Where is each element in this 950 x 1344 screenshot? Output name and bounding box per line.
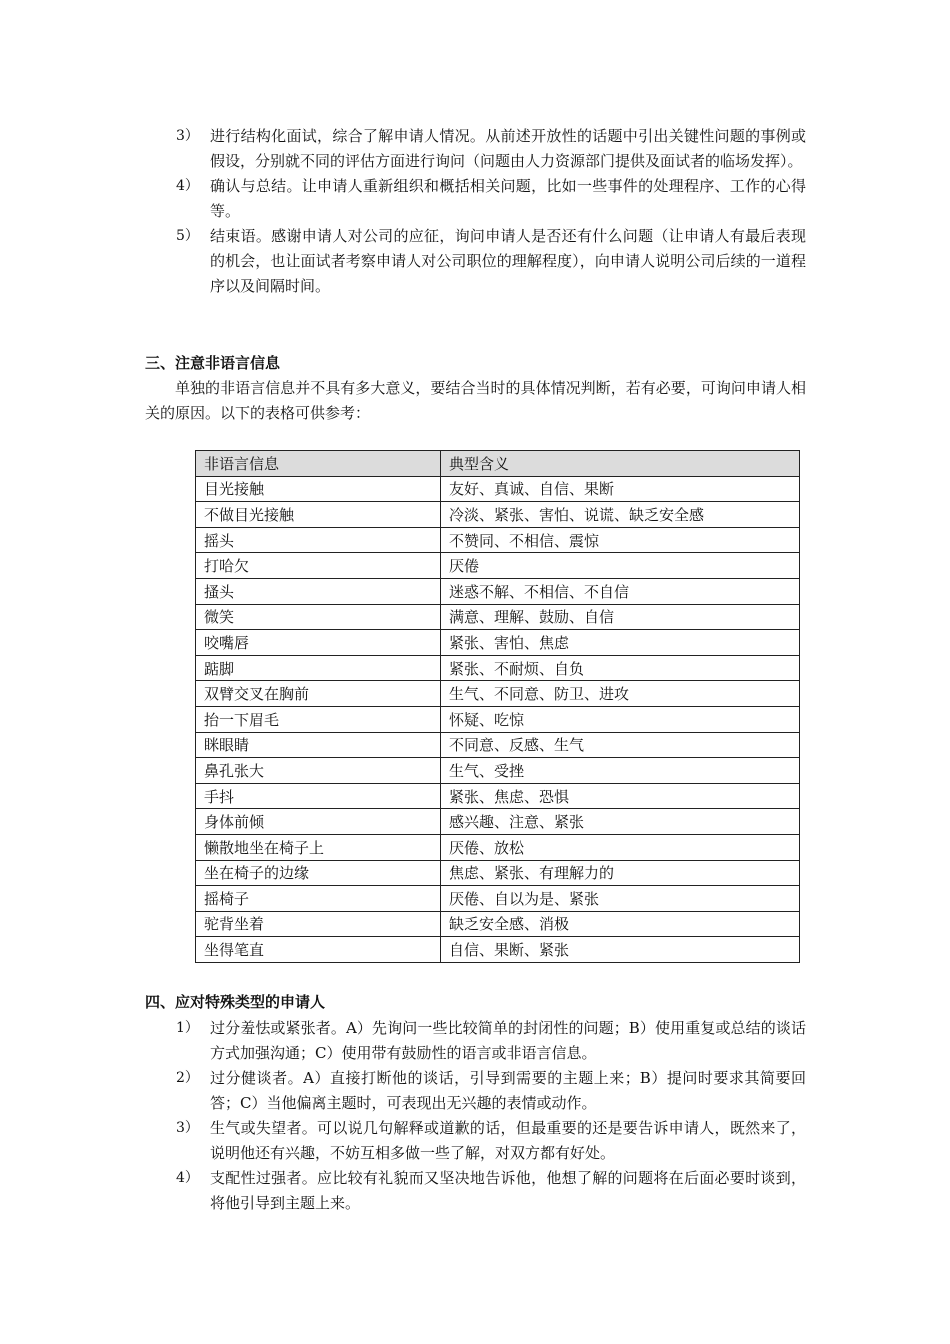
table-row xyxy=(196,809,800,835)
meaning-cell: 不赞同、不相信、震惊 xyxy=(441,527,800,553)
table-row xyxy=(196,553,800,579)
section-intro-paragraph: 单独的非语言信息并不具有多大意义，要结合当时的具体情况判断，若有必要，可询问申请人相关的原因。以下的表格可供参考： xyxy=(145,379,806,422)
signal-cell: 微笑 xyxy=(196,604,441,630)
signal-cell: 咬嘴唇 xyxy=(196,630,441,656)
table-row xyxy=(196,937,800,963)
meaning-cell: 怀疑、吃惊 xyxy=(441,706,800,732)
table-row xyxy=(196,911,800,937)
column-header-signal: 非语言信息 xyxy=(196,451,441,477)
list-text: 确认与总结。让申请人重新组织和概括相关问题，比如一些事件的处理程序、工作的心得等。 xyxy=(210,177,806,220)
table-row xyxy=(196,860,800,886)
meaning-cell: 生气、受挫 xyxy=(441,758,800,784)
list-text: 支配性过强者。应比较有礼貌而又坚决地告诉他，他想了解的问题将在后面必要时谈到，将他引导到主题上来。 xyxy=(210,1169,806,1212)
table-row xyxy=(196,476,800,502)
list-text: 过分健谈者。A）直接打断他的谈话，引导到需要的主题上来；B）提问时要求其简要回答；C）当他偏离主题时，可表现出无兴趣的表情或动作。 xyxy=(210,1069,806,1112)
meaning-cell: 紧张、害怕、焦虑 xyxy=(441,630,800,656)
signal-cell: 坐得笔直 xyxy=(196,937,441,963)
table-row xyxy=(196,655,800,681)
list-item xyxy=(0,174,950,224)
meaning-cell: 冷淡、紧张、害怕、说谎、缺乏安全感 xyxy=(441,502,800,528)
meaning-cell: 满意、理解、鼓励、自信 xyxy=(441,604,800,630)
table-row xyxy=(196,732,800,758)
list-number: 3） xyxy=(176,128,199,144)
table-header-row xyxy=(196,451,800,477)
table-row xyxy=(196,834,800,860)
meaning-cell: 紧张、焦虑、恐惧 xyxy=(441,783,800,809)
signal-cell: 目光接触 xyxy=(196,476,441,502)
special-applicants-list xyxy=(0,1016,950,1216)
meaning-cell: 缺乏安全感、消极 xyxy=(441,911,800,937)
section-heading-special-applicants: 四、应对特殊类型的申请人 xyxy=(145,993,326,1011)
signal-cell: 摇椅子 xyxy=(196,886,441,912)
meaning-cell: 焦虑、紧张、有理解力的 xyxy=(441,860,800,886)
list-number: 4） xyxy=(176,178,199,194)
table-row xyxy=(196,630,800,656)
meaning-cell: 自信、果断、紧张 xyxy=(441,937,800,963)
signal-cell: 眯眼睛 xyxy=(196,732,441,758)
nonverbal-info-table xyxy=(195,450,800,963)
list-item xyxy=(0,1016,950,1066)
meaning-cell: 生气、不同意、防卫、进攻 xyxy=(441,681,800,707)
list-number: 2） xyxy=(176,1070,199,1086)
table-row xyxy=(196,527,800,553)
list-number: 4） xyxy=(176,1170,199,1186)
column-header-meaning: 典型含义 xyxy=(441,451,800,477)
meaning-cell: 不同意、反感、生气 xyxy=(441,732,800,758)
list-item xyxy=(0,124,950,174)
table-row xyxy=(196,578,800,604)
section-heading-nonverbal: 三、注意非语言信息 xyxy=(145,354,281,372)
list-number: 5） xyxy=(176,228,199,244)
list-text: 生气或失望者。可以说几句解释或道歉的话，但最重要的还是要告诉申请人，既然来了，说明他还有兴趣，不妨互相多做一些了解，对双方都有好处。 xyxy=(210,1119,806,1162)
meaning-cell: 友好、真诚、自信、果断 xyxy=(441,476,800,502)
meaning-cell: 厌倦、放松 xyxy=(441,834,800,860)
table-row xyxy=(196,604,800,630)
signal-cell: 坐在椅子的边缘 xyxy=(196,860,441,886)
signal-cell: 手抖 xyxy=(196,783,441,809)
meaning-cell: 厌倦、自以为是、紧张 xyxy=(441,886,800,912)
list-item xyxy=(0,224,950,299)
list-text: 结束语。感谢申请人对公司的应征，询问申请人是否还有什么问题（让申请人有最后表现的机会，也让面试者考察申请人对公司职位的理解程度），向申请人说明公司后续的一道程序以及间隔时间。 xyxy=(210,227,806,295)
signal-cell: 懒散地坐在椅子上 xyxy=(196,834,441,860)
interview-steps-list xyxy=(0,124,950,299)
signal-cell: 摇头 xyxy=(196,527,441,553)
list-item xyxy=(0,1066,950,1116)
list-item xyxy=(0,1116,950,1166)
list-number: 3） xyxy=(176,1120,199,1136)
meaning-cell: 紧张、不耐烦、自负 xyxy=(441,655,800,681)
signal-cell: 鼻孔张大 xyxy=(196,758,441,784)
signal-cell: 打哈欠 xyxy=(196,553,441,579)
table-row xyxy=(196,706,800,732)
signal-cell: 踮脚 xyxy=(196,655,441,681)
signal-cell: 抬一下眉毛 xyxy=(196,706,441,732)
list-text: 进行结构化面试，综合了解申请人情况。从前述开放性的话题中引出关键性问题的事例或假设，分别就不同的评估方面进行询问（问题由人力资源部门提供及面试者的临场发挥）。 xyxy=(210,127,806,170)
table-row xyxy=(196,886,800,912)
signal-cell: 双臂交叉在胸前 xyxy=(196,681,441,707)
meaning-cell: 感兴趣、注意、紧张 xyxy=(441,809,800,835)
signal-cell: 不做目光接触 xyxy=(196,502,441,528)
table-row xyxy=(196,502,800,528)
signal-cell: 搔头 xyxy=(196,578,441,604)
list-text: 过分羞怯或紧张者。A）先询问一些比较简单的封闭性的问题；B）使用重复或总结的谈话方式加强沟通；C）使用带有鼓励性的语言或非语言信息。 xyxy=(210,1019,806,1062)
table-row xyxy=(196,783,800,809)
meaning-cell: 厌倦 xyxy=(441,553,800,579)
meaning-cell: 迷惑不解、不相信、不自信 xyxy=(441,578,800,604)
table-row xyxy=(196,681,800,707)
list-number: 1） xyxy=(176,1020,199,1036)
table-row xyxy=(196,758,800,784)
signal-cell: 身体前倾 xyxy=(196,809,441,835)
signal-cell: 驼背坐着 xyxy=(196,911,441,937)
list-item xyxy=(0,1166,950,1216)
